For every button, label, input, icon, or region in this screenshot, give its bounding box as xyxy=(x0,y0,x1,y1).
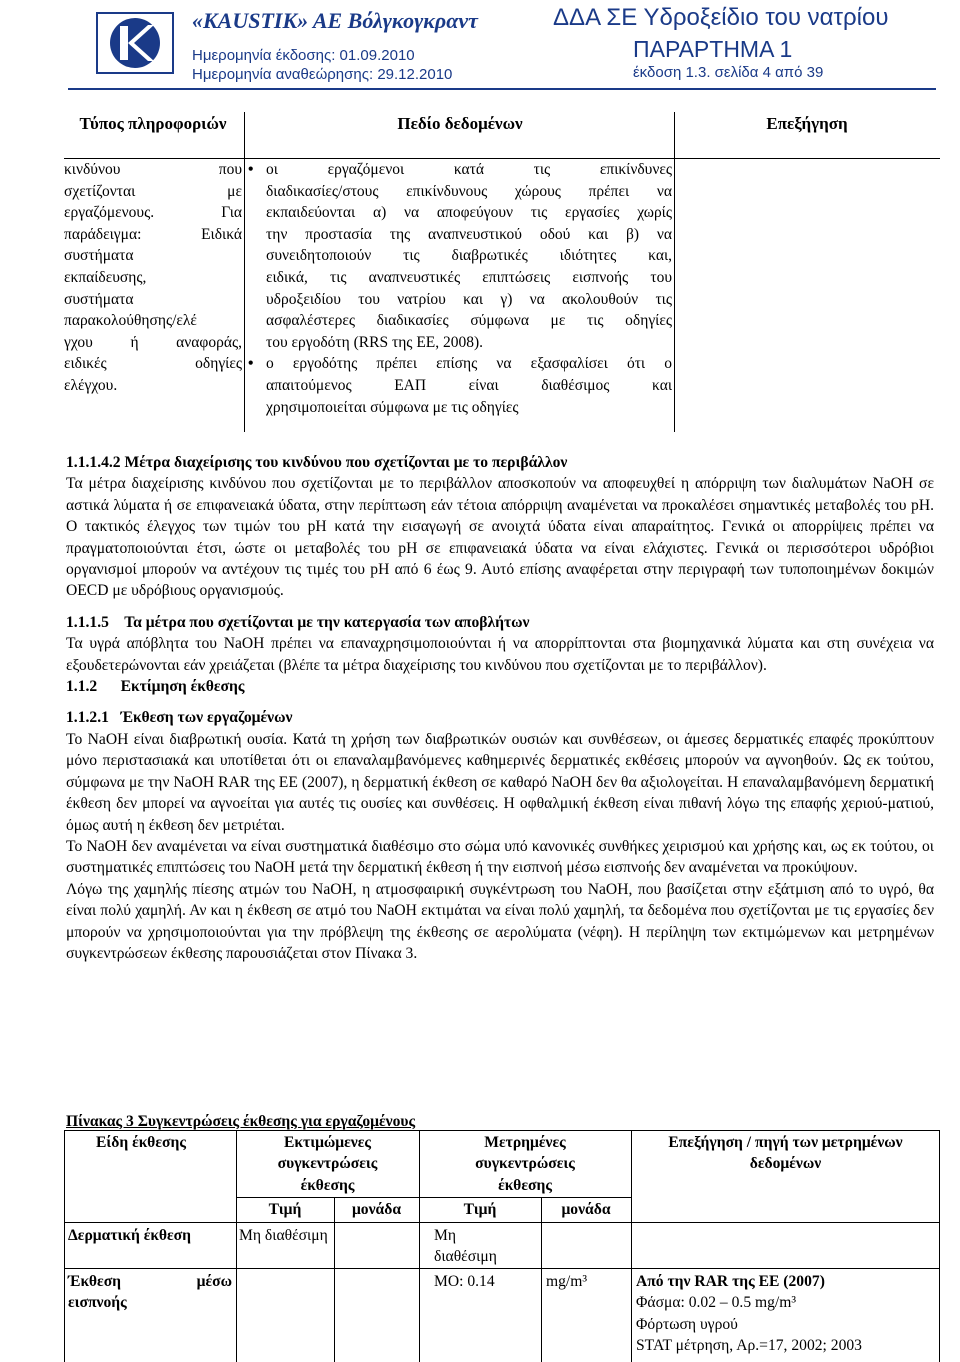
sub-unit: μονάδα xyxy=(351,1201,402,1218)
text-line: Εκτιμώμενες xyxy=(283,1134,372,1151)
issue-date: Ημερομηνία έκδοσης: 01.09.2010 xyxy=(192,47,415,64)
text-line: συνειδητοποιούν τις διαβρωτικές ιδιότητες και, xyxy=(266,247,672,265)
text-line: σχετίζονται με xyxy=(64,182,242,200)
text-line: Φάσμα: 0.02 – 0.5 mg/m³ xyxy=(636,1294,797,1312)
text-line: υδροξειδίου του νατρίου και γ) να ακολουθούν τις xyxy=(266,290,672,308)
text-line: STAT μέτρηση, Αρ.=17, 2002; 2003 xyxy=(636,1337,862,1355)
source-reference: Από την RAR της ΕΕ (2007) xyxy=(636,1273,825,1290)
text-line: συγκεντρώσεις xyxy=(475,1155,575,1173)
info-type-cell xyxy=(64,159,242,397)
text-line: κινδύνου που xyxy=(64,161,242,178)
text-line: ελέγχου. xyxy=(64,376,118,394)
section-heading: 1.1.1.5 Τα μέτρα που σχετίζονται με την κατεργασία των αποβλήτων xyxy=(66,613,530,631)
text-line: την προστασία της αναπνευστικού οδού και β) να xyxy=(266,225,672,243)
paragraph: Τα μέτρα διαχείρισης κινδύνου που σχετίζονται με το περιβάλλον αποσκοπούν να αποφευχθεί η απόρριψη των διαλυμάτων NaOH σε αστικά λύματα ή σε επιφανειακά ύδατα, στην περίπτωση εάν τέτοια απόρριψη αναμένεται να προκαλέσει σημαντικές μεταβολές του pH. Ο τακτικός έλεγχος των τιμών του pH κατά την εισαγωγή σε ανοιχτά ύδατα είναι απαραίτητος. Γενικά οι απορρίψεις πρέπει να πραγματοποιούνται έτσι, ώστε οι μεταβολές του pH σε επιφανειακά ύδατα να είναι ελάχιστες. Γενικά οι περισσότεροι υδρόβιοι οργανισμοί μπορούν να αντέχουν τις τιμές του pH από 6 έως 9. Αυτό επίσης αναφέρεται στην περιγραφή των τυποποιημένων δοκιμών OECD με υδρόβιους οργανισμούς. xyxy=(66,475,934,600)
text-line: οι εργαζόμενοι κατά τις επικίνδυνες xyxy=(266,161,672,178)
company-logo-icon xyxy=(96,12,174,74)
text-line: Μη xyxy=(434,1227,457,1244)
text-line: ασφαλέστερες διαδικασίες σύμφωνα με τις οδηγίες xyxy=(266,312,672,330)
text-line: εκπαίδευσης, xyxy=(64,268,147,286)
edition-page-info: έκδοση 1.3. σελίδα 4 από 39 xyxy=(633,64,824,81)
table-divider xyxy=(244,112,245,432)
text-line: διαθέσιμη xyxy=(434,1248,497,1266)
row-dermal-type: Δερματική έκθεση xyxy=(68,1227,191,1244)
document-title: ΔΔΑ ΣΕ Υδροξείδιο του νατρίου xyxy=(553,4,889,31)
section-heading: 1.1.2 Εκτίμηση έκθεσης xyxy=(66,678,245,696)
text-line: ειδικές οδηγίες xyxy=(64,355,242,373)
bullet-text xyxy=(266,159,672,353)
document-body xyxy=(66,452,934,964)
row-inhalation-measured-unit: mg/m³ xyxy=(546,1273,588,1290)
paragraph: Τα υγρά απόβλητα του NaOH πρέπει να επαναχρησιμοποιούνται ή να απορρίπτονται στα βιομηχανικά λύματα και στη συνέχεια να εξουδετερώνονται εάν χρειάζεται (βλέπε τα μέτρα διαχείρισης του κινδύνου που σχετίζονται με το περιβάλλον). xyxy=(66,635,934,674)
paragraph: Το NaOH δεν αναμένεται να είναι συστηματικά διαθέσιμο στο σώμα υπό κανονικές συνθήκες χειρισμού και χρήσης και, ως εκ τούτου, οι συστηματικές επιπτώσεις του NaOH μετά την δερματική έκθεση ή την εισπνοή μέσω εισπνοής δεν αναμένεται να προκύψουν. xyxy=(66,837,934,877)
header-estimated xyxy=(236,1132,419,1196)
text-line: ο εργοδότης πρέπει επίσης να εξασφαλίσει ότι ο xyxy=(266,355,672,373)
row-dermal-measured xyxy=(434,1225,497,1268)
section-heading: 1.1.2.1 Έκθεση των εργαζομένων xyxy=(66,709,293,727)
header-data-field: Πεδίο δεδομένων xyxy=(397,114,523,133)
row-inhalation-measured-value: ΜΟ: 0.14 xyxy=(434,1273,495,1290)
text-line: εισπνοής xyxy=(68,1294,127,1312)
page-header xyxy=(0,0,960,88)
header-measured xyxy=(419,1132,631,1196)
bullet-item xyxy=(248,159,672,353)
sub-unit: μονάδα xyxy=(561,1201,611,1218)
row-inhalation-explanation xyxy=(636,1271,936,1357)
text-line: Έκθεση μέσω xyxy=(68,1273,232,1290)
header-rule xyxy=(68,88,936,90)
text-line: εργαζόμενους. Για xyxy=(64,204,242,222)
paragraph: Λόγω της χαμηλής πίεσης ατμών του NaOH, η ατμοσφαιρική συγκέντρωση του NaOH, που βασίζεται στην εξάτμιση από το υγρό, θα είναι πολύ χαμηλή. Αν και η έκθεση σε ατμό του NaOH εκτιμάται να είναι πολύ χαμηλή, τα δεδομένα που σχετίζονται με τις εργασίες δεν μπορούν να χρησιμοποιούνται για την πρόβλεψη της έκθεσης σε αερολύματα (νέφη). Η περίληψη των εκτιμώμενων και μετρημένων συγκεντρώσεων έκθεσης παρουσιάζεται στον Πίνακα 3. xyxy=(66,880,934,962)
exposure-table xyxy=(64,1130,940,1362)
paragraph: Το NaOH είναι διαβρωτική ουσία. Κατά τη χρήση των διαβρωτικών ουσιών και συνθέσεων, οι άμεσες δερματικές επαφές προκύπτουν μόνο περιστασιακά και υποτίθεται ότι οι επαναλαμβανόμενες καθημερινές δερματικές εκθέσεις μπορούν να αγνοηθούν. Ως εκ τούτου, σύμφωνα με την NaOH RAR της ΕΕ (2007), η δερματική έκθεση σε καθαρό NaOH δεν θα αξιολογείται. Η επαναλαμβανόμενη δερματική έκθεση δεν μπορεί να αγνοείται για αυτές τις ουσίες και συνθέσεις. Η οφθαλμική έκθεση είναι πιθανή λόγω της επαφής χεριού-ματιού, όμως αυτή η έκθεση δεν μετριέται. xyxy=(66,730,934,834)
text-line: ειδικά, τις αναπνευστικές επιπτώσεις εισπνοής του xyxy=(266,268,672,286)
data-field-cell xyxy=(248,159,672,418)
text-line: χρησιμοποιείται σύμφωνα με τις οδηγίες xyxy=(266,398,519,416)
text-line: Επεξήγηση / πηγή των μετρημένων xyxy=(668,1134,903,1151)
header-exposure-type: Είδη έκθεσης xyxy=(96,1134,186,1151)
text-line: έκθεσης xyxy=(498,1176,552,1194)
text-line: συγκεντρώσεις xyxy=(277,1155,378,1173)
row-dermal-estimated: Μη διαθέσιμη xyxy=(239,1227,328,1244)
header-dates xyxy=(192,46,452,84)
text-line: συστήματα xyxy=(64,247,134,265)
text-line: γχου ή αναφοράς, xyxy=(64,333,242,351)
row-inhalation-type xyxy=(68,1271,232,1314)
bullet-symbol: • xyxy=(248,355,254,373)
bullet-symbol: • xyxy=(248,161,254,178)
text-line: συστήματα xyxy=(64,290,134,308)
annex-title: ΠΑΡΑΡΤΗΜΑ 1 xyxy=(633,36,793,62)
text-line: παρακολούθησης/ελέ xyxy=(64,312,197,330)
bullet-text xyxy=(266,353,672,418)
table-caption: Πίνακας 3 Συγκεντρώσεις έκθεσης για εργαζομένους xyxy=(66,1113,416,1130)
text-line: απαιτούμενος ΕΑΠ είναι διαθέσιμος και xyxy=(266,376,672,394)
header-explanation: Επεξήγηση xyxy=(766,114,848,133)
header-explanation xyxy=(631,1132,940,1175)
review-date: Ημερομηνία αναθεώρησης: 29.12.2010 xyxy=(192,66,453,83)
bullet-item xyxy=(248,353,672,418)
text-line: Φόρτωση υγρού xyxy=(636,1315,738,1333)
text-line: εκπαιδεύονται α) να αποφεύγουν τις εργασίες χωρίς xyxy=(266,204,672,222)
table-divider xyxy=(674,112,675,432)
company-name: «KAUSTIK» AE Βόλγκογκραντ xyxy=(192,8,478,33)
text-line: του εργοδότη (RRS της ΕΕ, 2008). xyxy=(266,333,484,351)
sub-value: Τιμή xyxy=(268,1201,302,1218)
text-line: Μετρημένες xyxy=(484,1134,566,1151)
text-line: διαδικασίες/στους επικίνδυνους χώρους πρέπει να xyxy=(266,182,672,200)
header-info-type: Τύπος πληροφοριών xyxy=(79,114,227,133)
text-line: έκθεσης xyxy=(300,1176,355,1194)
info-table xyxy=(64,112,940,432)
text-line: παράδειγμα: Ειδικά xyxy=(64,225,242,243)
section-heading: 1.1.1.4.2 Μέτρα διαχείρισης του κινδύνου που σχετίζονται με το περιβάλλον xyxy=(66,454,568,471)
text-line: δεδομένων xyxy=(749,1155,822,1173)
sub-value: Τιμή xyxy=(463,1201,497,1218)
